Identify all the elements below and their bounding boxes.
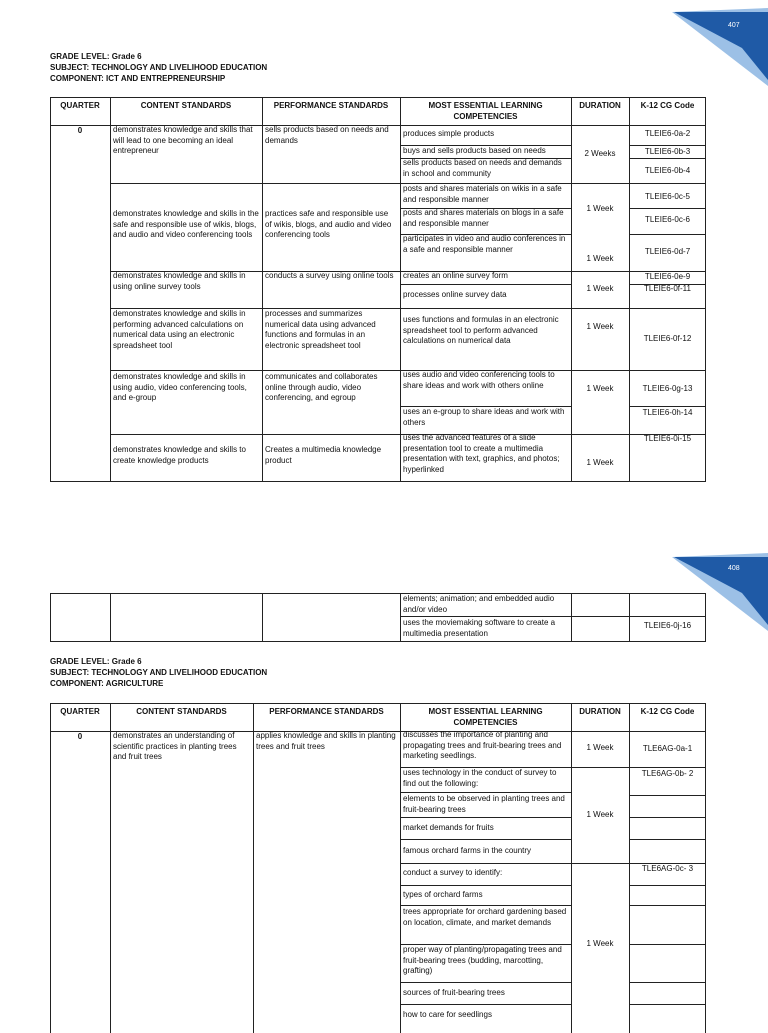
competency: produces simple products bbox=[403, 129, 495, 138]
cg-code: TLEIE6-0h-14 bbox=[642, 408, 693, 417]
competency: sells products based on needs and demands in school and community bbox=[403, 158, 562, 178]
page-corner-decoration bbox=[672, 0, 768, 86]
cg-code: TLEIE6-0c-6 bbox=[645, 215, 690, 224]
content-standard: demonstrates knowledge and skills to create knowledge products bbox=[113, 445, 246, 465]
header-content-standards: CONTENT STANDARDS bbox=[136, 707, 227, 716]
competency: buys and sells products based on needs bbox=[403, 146, 546, 155]
cg-code: TLEIE6-0c-5 bbox=[645, 192, 690, 201]
competency: proper way of planting/propagating trees and fruit-bearing trees (budding, marcotting, grafting) bbox=[403, 945, 562, 976]
content-standard: demonstrates an understanding of scientific practices in planting trees and fruit trees bbox=[113, 731, 237, 762]
header-code: K-12 CG Code bbox=[640, 101, 695, 110]
cg-code: TLEIE6-0i-15 bbox=[643, 434, 692, 443]
competency: conduct a survey to identify: bbox=[403, 868, 503, 877]
cg-code: TLEIE6-0f-11 bbox=[644, 284, 691, 293]
competency: uses the moviemaking software to create a multimedia presentation bbox=[403, 618, 556, 638]
duration: 1 Week bbox=[586, 253, 614, 263]
page-number: 408 bbox=[728, 565, 740, 572]
competency: how to care for seedlings bbox=[403, 1010, 492, 1019]
competency: processes online survey data bbox=[403, 290, 507, 299]
content-standard: demonstrates knowledge and skills in the safe and responsible use of wikis, blogs, and audio and video conferencing tools bbox=[113, 209, 259, 240]
performance-standard: Creates a multimedia knowledge product bbox=[265, 445, 382, 465]
component: COMPONENT: ICT AND ENTREPRENEURSHIP bbox=[50, 74, 226, 83]
cg-code: TLE6AG-0b- 2 bbox=[641, 769, 694, 778]
competency: famous orchard farms in the country bbox=[403, 846, 532, 855]
content-standard: demonstrates knowledge and skills in using online survey tools bbox=[113, 271, 246, 291]
cg-code: TLEIE6-0b-3 bbox=[644, 147, 691, 156]
competency: posts and shares materials on blogs in a safe and responsible manner bbox=[403, 208, 564, 228]
duration: 1 Week bbox=[586, 284, 614, 294]
competency: uses functions and formulas in an electronic spreadsheet tool to perform advanced calculations on numerical data bbox=[403, 315, 559, 346]
header-code: K-12 CG Code bbox=[640, 707, 695, 716]
duration: 2 Weeks bbox=[584, 148, 616, 158]
page-number: 407 bbox=[728, 22, 740, 29]
header-duration: DURATION bbox=[579, 707, 621, 716]
header-duration: DURATION bbox=[579, 101, 621, 110]
competency: discusses the importance of planting and propagating trees and fruit-bearing trees and marketing seedlings. bbox=[403, 730, 562, 761]
performance-standard: conducts a survey using online tools bbox=[265, 271, 394, 280]
duration: 1 Week bbox=[586, 742, 614, 752]
performance-standard: sells products based on needs and demands bbox=[265, 125, 389, 145]
content-standard: demonstrates knowledge and skills in performing advanced calculations on numerical data using an electronic spreadsheet tool bbox=[113, 309, 246, 350]
header-competencies: MOST ESSENTIAL LEARNING COMPETENCIES bbox=[428, 707, 543, 727]
continuation-table bbox=[50, 593, 706, 642]
cg-code: TLEIE6-0d-7 bbox=[644, 247, 691, 256]
cg-code: TLEIE6-0j-16 bbox=[643, 621, 692, 630]
cg-code: TLE6AG-0a-1 bbox=[642, 744, 693, 753]
grade-level: GRADE LEVEL: Grade 6 bbox=[50, 657, 142, 666]
duration: 1 Week bbox=[586, 457, 614, 467]
duration: 1 Week bbox=[586, 809, 614, 819]
competency: types of orchard farms bbox=[403, 890, 483, 899]
cg-code: TLE6AG-0c- 3 bbox=[641, 864, 694, 873]
cg-code: TLEIE6-0g-13 bbox=[642, 384, 693, 393]
performance-standard: communicates and collaborates online through audio, video conferencing, and egroup bbox=[265, 372, 378, 403]
quarter-cell: 0 bbox=[77, 126, 83, 135]
cg-code: TLEIE6-0b-4 bbox=[644, 166, 691, 175]
competency: elements to be observed in planting trees and fruit-bearing trees bbox=[403, 794, 565, 814]
competency: uses audio and video conferencing tools to share ideas and work with others online bbox=[403, 370, 555, 390]
header-quarter: QUARTER bbox=[60, 707, 100, 716]
content-standard: demonstrates knowledge and skills in using audio, video conferencing tools, and e-group bbox=[113, 372, 247, 403]
header-quarter: QUARTER bbox=[60, 101, 100, 110]
cg-code: TLEIE6-0f-12 bbox=[643, 334, 692, 343]
quarter-cell: 0 bbox=[77, 732, 83, 741]
performance-standard: processes and summarizes numerical data using advanced functions and formulas in an electronic spreadsheet tool bbox=[265, 309, 376, 350]
competency: uses an e-group to share ideas and work with others bbox=[403, 407, 565, 427]
header-performance-standards: PERFORMANCE STANDARDS bbox=[273, 101, 389, 110]
competency: trees appropriate for orchard gardening based on location, climate, and market demands bbox=[403, 907, 567, 927]
duration: 1 Week bbox=[586, 203, 614, 213]
competency: elements; animation; and embedded audio and/or video bbox=[403, 594, 555, 614]
duration: 1 Week bbox=[586, 938, 614, 948]
grade-level: GRADE LEVEL: Grade 6 bbox=[50, 52, 142, 61]
header-content-standards: CONTENT STANDARDS bbox=[140, 101, 232, 110]
competency: uses technology in the conduct of survey to find out the following: bbox=[403, 768, 557, 788]
duration: 1 Week bbox=[586, 321, 614, 331]
cg-code: TLEIE6-0a-2 bbox=[644, 129, 691, 138]
performance-standard: practices safe and responsible use of wikis, blogs, and audio and video conferencing tools bbox=[265, 209, 392, 240]
competency: sources of fruit-bearing trees bbox=[403, 988, 505, 997]
header-competencies: MOST ESSENTIAL LEARNING COMPETENCIES bbox=[428, 101, 543, 121]
competency: participates in video and audio conferences in a safe and responsible manner bbox=[403, 234, 566, 254]
component: COMPONENT: AGRICULTURE bbox=[50, 679, 164, 688]
competency: posts and shares materials on wikis in a safe and responsible manner bbox=[403, 184, 562, 204]
performance-standard: applies knowledge and skills in planting trees and fruit trees bbox=[256, 731, 396, 751]
header-performance-standards: PERFORMANCE STANDARDS bbox=[269, 707, 384, 716]
content-standard: demonstrates knowledge and skills that will lead to one becoming an ideal entrepreneur bbox=[113, 125, 253, 156]
subject: SUBJECT: TECHNOLOGY AND LIVELIHOOD EDUCATION bbox=[50, 668, 268, 677]
competency: uses the advanced features of a slide presentation tool to create a multimedia presentation with text, graphics, and photos; hyperlinked bbox=[403, 433, 560, 474]
competency: creates an online survey form bbox=[403, 271, 508, 280]
competency: market demands for fruits bbox=[403, 823, 494, 832]
subject: SUBJECT: TECHNOLOGY AND LIVELIHOOD EDUCATION bbox=[50, 63, 268, 72]
duration: 1 Week bbox=[586, 383, 614, 393]
cg-code: TLEIE6-0e-9 bbox=[644, 272, 691, 281]
